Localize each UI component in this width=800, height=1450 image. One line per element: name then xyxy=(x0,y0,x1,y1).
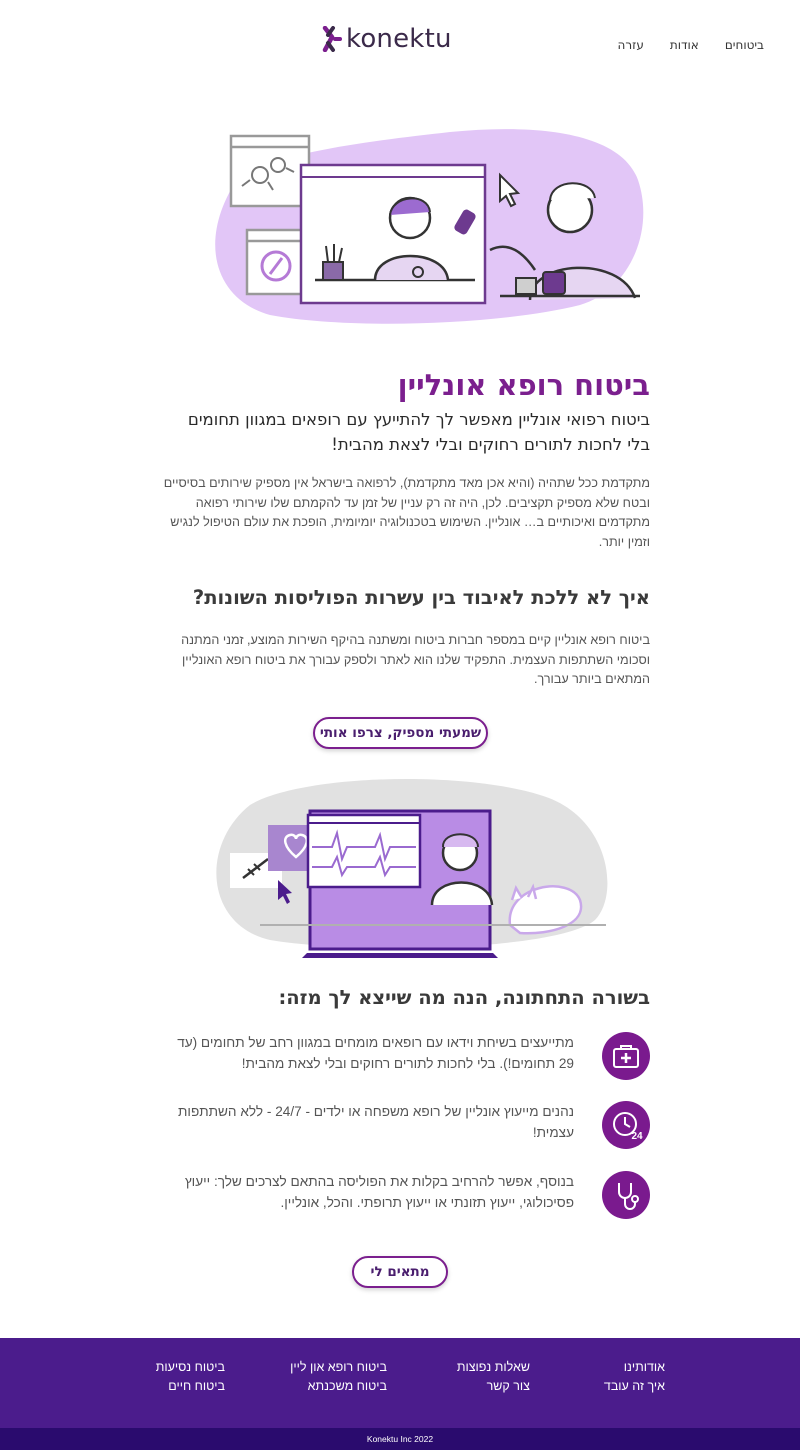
footer-link-faq[interactable]: שאלות נפוצות xyxy=(456,1360,530,1374)
footer-link-travel[interactable]: ביטוח נסיעות xyxy=(155,1360,225,1374)
nav-item-insurances[interactable]: ביטוחים xyxy=(724,38,764,52)
footer-link-about[interactable]: אודותינו xyxy=(623,1360,665,1374)
benefit-item xyxy=(150,1032,650,1088)
video-call-window xyxy=(301,165,485,303)
first-aid-kit-icon xyxy=(602,1032,650,1080)
benefit-item xyxy=(150,1101,650,1157)
clock-24-icon xyxy=(602,1101,650,1149)
logo-mark-icon xyxy=(322,26,342,52)
page-title: ביטוח רופא אונליין xyxy=(397,368,650,402)
footer-col-support xyxy=(457,1358,530,1396)
footer-col-company xyxy=(604,1358,665,1396)
copyright-text: Konektu Inc 2022 xyxy=(366,1434,434,1444)
footer-link-mortgage[interactable]: ביטוח משכנתא xyxy=(307,1379,387,1393)
nav-item-about[interactable]: אודות xyxy=(669,38,699,52)
suits-me-button[interactable]: מתאים לי xyxy=(352,1256,448,1288)
hero-illustration xyxy=(200,120,650,330)
footer-link-contact[interactable]: צור קשר xyxy=(486,1379,530,1393)
benefit-text: מתייעצים בשיחת וידאו עם רופאים מומחים במגוון רחב של תחומים (עד 29 תחומים!). בלי לחכות לתורים רחוקים ובלי לצאת מהבית! xyxy=(177,1035,574,1071)
clock-24-label: 24 xyxy=(631,1131,643,1142)
main-nav xyxy=(618,38,764,52)
benefit-item xyxy=(150,1171,650,1227)
join-button[interactable]: שמעתי מספיק, צרפו אותי xyxy=(313,717,488,749)
telemedicine-illustration xyxy=(210,775,610,960)
hero-paragraph: מתקדמת ככל שתהיה (והיא אכן מאד מתקדמת), לרפואה בישראל אין מספיק שירותים בסיסיים ובטח שלא מספיק תקציבים. לכן, היה זה רק עניין של זמן עד להקמתם שלו שירותי רפואה מתקדמים ואיכותיים ב… אונליין. השימוש בטכנולוגיה יומיומית, הופכת את עולם הטיפול לנגיש וזמין יותר. xyxy=(163,476,650,549)
stethoscope-icon xyxy=(602,1171,650,1219)
footer-link-online-doctor[interactable]: ביטוח רופא און ליין xyxy=(290,1360,387,1374)
konektu-logo[interactable] xyxy=(322,24,452,54)
section-title-policies: איך לא ללכת לאיבוד בין עשרות הפוליסות השונות? xyxy=(192,586,650,609)
footer-col-insurance-b xyxy=(156,1358,225,1396)
section-title-benefits: בשורה התחתונה, הנה מה שייצא לך מזה: xyxy=(278,986,650,1009)
site-header xyxy=(0,0,800,80)
footer-col-insurance-a xyxy=(290,1358,387,1396)
footer-link-how-it-works[interactable]: איך זה עובד xyxy=(603,1379,665,1393)
pill-window xyxy=(247,230,307,294)
policies-paragraph: ביטוח רופא אונליין קיים במספר חברות ביטוח ומשתנה בהיקף השירות המוצע, זמני המתנה וסכומי השתתפות העצמית. התפקיד שלנו הוא לאתר ולספק עבורך את ביטוח רופא האונליין המתאים ביותר עבורך. xyxy=(181,633,650,686)
benefit-text: בנוסף, אפשר להרחיב בקלות את הפוליסה בהתאם לצרכים שלך: ייעוץ פסיכולוגי, ייעוץ תזונתי או ייעוץ תרופתי. והכל, אונליין. xyxy=(184,1174,574,1210)
logo-text: konektu xyxy=(346,24,452,54)
nav-item-help[interactable]: עזרה xyxy=(617,38,644,52)
benefit-text: נהנים מייעוץ אונליין של רופא משפחה או ילדים - 24/7 - ללא השתתפות עצמית! xyxy=(178,1104,574,1140)
copyright-bar xyxy=(0,1428,800,1450)
footer-link-life[interactable]: ביטוח חיים xyxy=(168,1379,225,1393)
site-footer xyxy=(0,1338,800,1428)
hero-lead: ביטוח רפואי אונליין מאפשר לך להתייעץ עם רופאים במגוון תחומים בלי לחכות לתורים רחוקים ובלי לצאת מהבית! xyxy=(187,410,650,454)
